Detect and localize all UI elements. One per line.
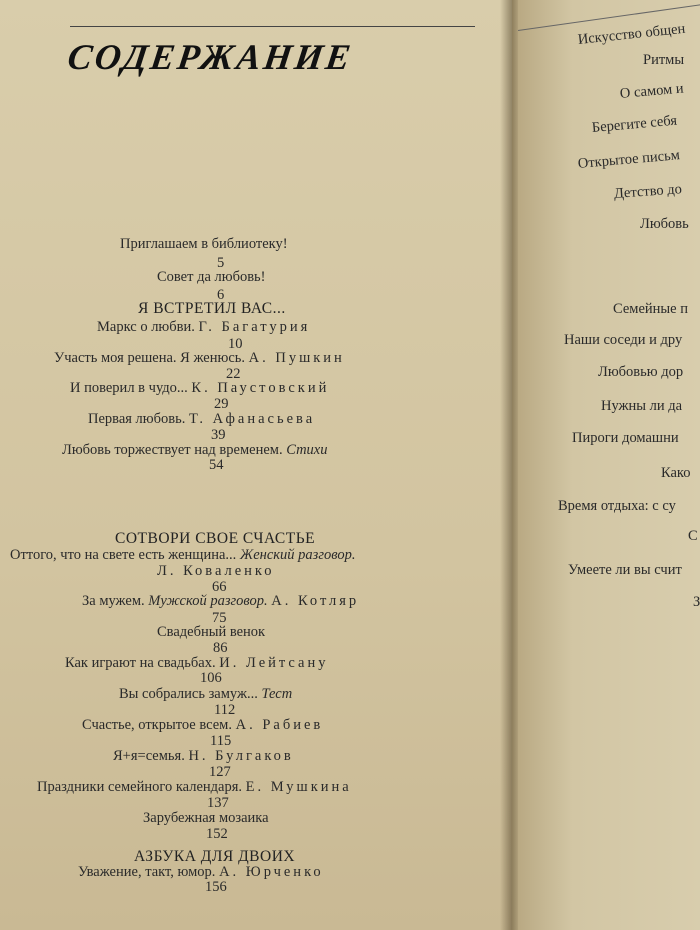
toc-entry — [10, 547, 355, 564]
toc-entry-title: Зарубежная мозаика — [143, 810, 269, 826]
toc-entry-title: Ритмы — [643, 52, 685, 68]
toc-entry-title: Маркс о любви. — [97, 319, 195, 335]
toc-entry — [37, 779, 352, 796]
toc-entry — [97, 319, 310, 336]
toc-page-number: 127 — [209, 764, 231, 780]
toc-page-number: 6 — [217, 287, 225, 303]
toc-entry-title: Первая любовь. — [88, 411, 186, 427]
section-title: Я ВСТРЕТИЛ ВАС... — [138, 300, 286, 317]
toc-page-number: 39 — [211, 427, 226, 443]
toc-page-number: 156 — [205, 879, 227, 895]
toc-entry-title: Время отдыха: с су — [558, 498, 676, 514]
toc-page-number: 54 — [209, 457, 224, 473]
toc-page-number: 106 — [200, 670, 222, 686]
toc-entry-title: За мужем. — [82, 593, 145, 609]
toc-entry-title: Оттого, что на свете есть женщина... — [10, 547, 237, 563]
toc-entry-title: Пироги домашни — [572, 430, 679, 446]
toc-entry-author: Г. Багатурия — [198, 319, 311, 335]
toc-page-number: 29 — [214, 396, 229, 412]
toc-entry-title: Како — [661, 465, 691, 481]
toc-entry-title: Умеете ли вы счит — [568, 562, 682, 578]
toc-entry-title: Любовью дор — [598, 364, 684, 380]
toc-entry-title: Открытое письм — [577, 147, 681, 172]
toc-entry-title: Семейные п — [613, 301, 688, 317]
toc-entry-note: Мужской разговор. — [148, 593, 268, 609]
toc-page-number: 10 — [228, 336, 243, 352]
toc-entry — [78, 864, 324, 881]
toc-entry-title: Я+я=семья. — [113, 748, 185, 764]
toc-entry-author: А. Котляр — [271, 593, 360, 609]
toc-entry-title: И поверил в чудо... — [70, 380, 188, 396]
toc-entry — [70, 380, 329, 397]
toc-page-number: 75 — [212, 610, 227, 626]
toc-page-number: 137 — [207, 795, 229, 811]
section-title: АЗБУКА ДЛЯ ДВОИХ — [134, 848, 296, 865]
toc-entry-note: Стихи — [286, 442, 328, 458]
toc-entry — [82, 717, 323, 734]
toc-entry — [82, 593, 359, 610]
toc-entry-title: Приглашаем в библиотеку! — [120, 236, 288, 252]
header-rule — [70, 26, 475, 27]
toc-page-number: 112 — [214, 702, 236, 718]
toc-entry — [119, 686, 292, 703]
toc-entry-author: А. Юрченко — [219, 864, 324, 880]
toc-entry-author: Е. Мушкина — [245, 779, 352, 795]
toc-entry — [65, 655, 328, 672]
toc-entry — [113, 748, 294, 765]
toc-entry-title: Детство до — [613, 181, 683, 202]
toc-page-number: 115 — [210, 733, 232, 749]
toc-entry-title: Любовь торжествует над временем. — [62, 442, 283, 458]
toc-entry-title: Праздники семейного календаря. — [37, 779, 243, 795]
toc-entry-note: Женский разговор. — [239, 547, 356, 563]
toc-page-number: 66 — [212, 579, 227, 595]
toc-entry-title: Берегите себя — [591, 112, 678, 136]
toc-entry-title: Уважение, такт, юмор. — [78, 864, 216, 880]
toc-entry-title: Свадебный венок — [157, 624, 266, 640]
toc-entry-author: И. Лейтсану — [219, 655, 329, 671]
toc-entry-title: Любовь — [640, 216, 689, 232]
toc-entry-author: Т. Афанасьева — [188, 411, 316, 427]
toc-entry-title: Счастье, открытое всем. — [82, 717, 232, 733]
toc-entry-author: А. Рабиев — [235, 717, 324, 733]
toc-entry-author: Л. Коваленко — [157, 563, 275, 579]
toc-entry-title: Как играют на свадьбах. — [65, 655, 216, 671]
toc-entry — [62, 442, 328, 459]
toc-entry-title: З — [693, 594, 700, 610]
toc-entry-title: Участь моя решена. Я женюсь. — [54, 350, 246, 366]
toc-entry-author: А. Пушкин — [248, 350, 345, 366]
toc-entry-author: К. Паустовский — [191, 380, 330, 396]
toc-entry-note: Тест — [261, 686, 293, 702]
toc-entry-title: Совет да любовь! — [157, 269, 266, 285]
toc-page-number: 5 — [217, 255, 225, 271]
toc-entry-title: Вы собрались замуж... — [119, 686, 258, 702]
toc-entry-title: О самом и — [619, 80, 685, 102]
page-title: СОДЕРЖАНИЕ — [65, 37, 356, 77]
toc-entry-title: Искусство общен — [577, 20, 687, 48]
toc-page-number: 22 — [226, 366, 241, 382]
toc-entry — [88, 411, 315, 428]
section-title: СОТВОРИ СВОЕ СЧАСТЬЕ — [115, 530, 316, 547]
right-page — [518, 0, 700, 930]
toc-page-number: 152 — [206, 826, 228, 842]
toc-entry-author: Н. Булгаков — [188, 748, 294, 764]
toc-entry — [54, 350, 345, 367]
toc-entry-title: С — [688, 528, 698, 544]
toc-page-number: 86 — [213, 640, 228, 656]
toc-entry-title: Нужны ли да — [601, 398, 683, 414]
toc-entry-title: Наши соседи и дру — [564, 332, 683, 348]
